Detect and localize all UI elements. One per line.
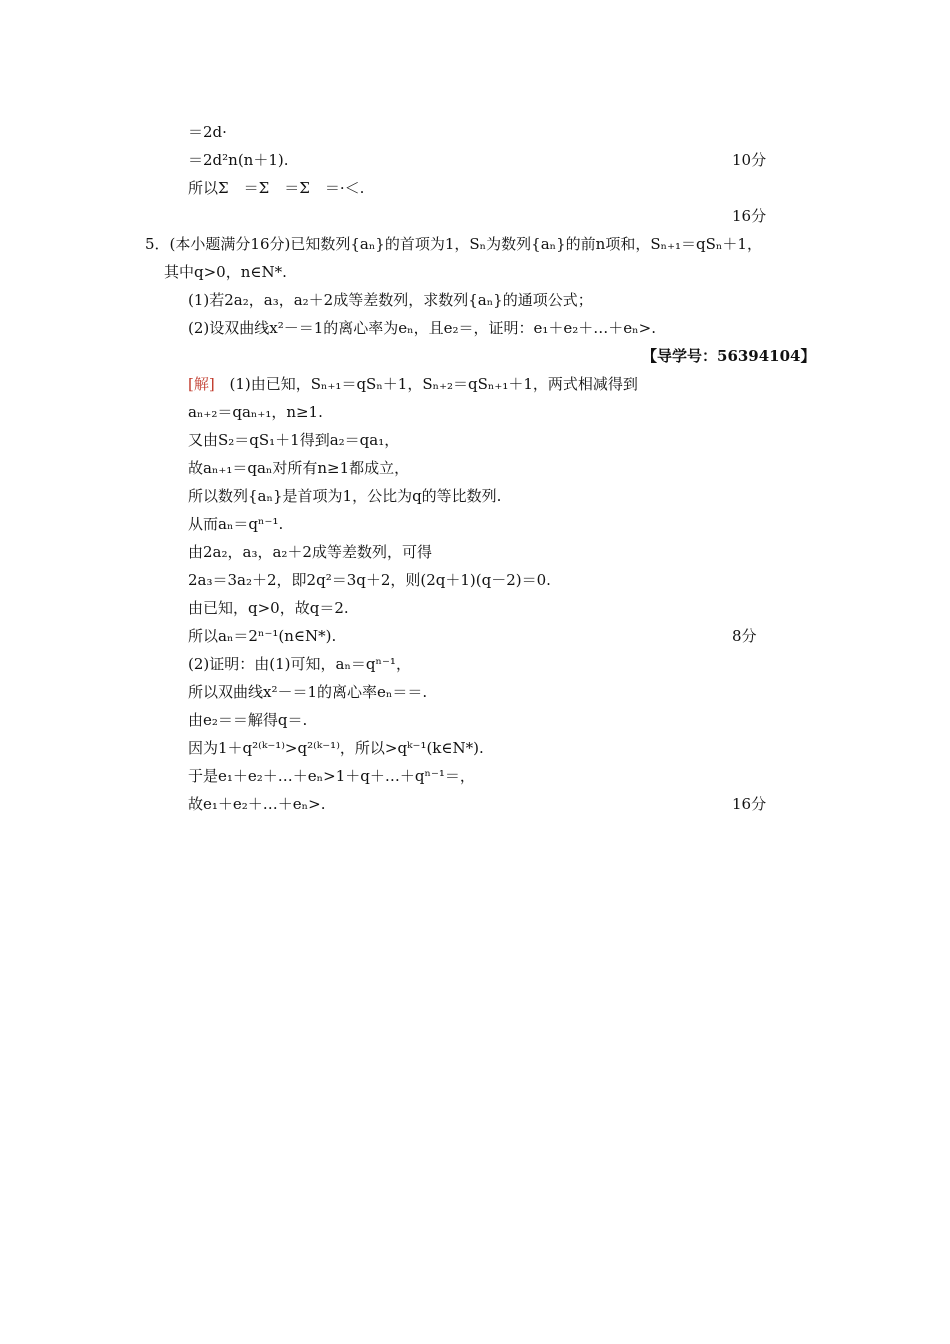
solution-line-3: 又由S₂＝qS₁＋1得到a₂＝qa₁， [188, 431, 400, 449]
solution-line-9: 由已知，q>0，故q＝2. [188, 599, 349, 617]
solution-line-8: 2a₃＝3a₂＋2，即2q²＝3q＋2，则(2q＋1)(q－2)＝0. [188, 571, 551, 589]
solution-part2-score: 16分 [732, 795, 767, 813]
solution-line-12: 所以双曲线x²－＝1的离心率eₙ＝＝. [188, 683, 428, 701]
solution-line-14: 因为1＋q²⁽ᵏ⁻¹⁾>q²⁽ᵏ⁻¹⁾，所以>qᵏ⁻¹(k∈N*). [188, 739, 484, 757]
problem5-part1: (1)若2a₂，a₃，a₂＋2成等差数列，求数列{aₙ}的通项公式； [188, 291, 593, 309]
problem5-stem-line1: 5．(本小题满分16分)已知数列{aₙ}的首项为1，Sₙ为数列{aₙ}的前n项和，Sₙ₊₁＝qSₙ＋1， [145, 235, 762, 253]
solution-line-13: 由e₂＝＝解得q＝. [188, 711, 308, 729]
solution-tag: [解] [188, 375, 215, 393]
solution-line-5: 所以数列{aₙ}是首项为1，公比为q的等比数列. [188, 487, 502, 505]
problem5-stem-line2: 其中q>0，n∈N*. [164, 263, 287, 281]
solution-line-6: 从而aₙ＝qⁿ⁻¹. [188, 515, 284, 533]
solution-line-10: 所以aₙ＝2ⁿ⁻¹(n∈N*). [188, 627, 337, 645]
prev-line-2-score: 10分 [732, 151, 767, 169]
prev-final-score: 16分 [732, 207, 767, 225]
prev-line-3: 所以Σ ＝Σ ＝Σ ＝·＜. [188, 179, 365, 197]
guide-number: 【导学号：56394104】 [642, 347, 816, 365]
prev-line-1: ＝2d· [188, 123, 227, 141]
solution-line-1-text: (1)由已知，Sₙ₊₁＝qSₙ＋1，Sₙ₊₂＝qSₙ₊₁＋1，两式相减得到 [229, 375, 638, 393]
prev-line-2: ＝2d²n(n＋1). [188, 151, 289, 169]
solution-line-11: (2)证明：由(1)可知，aₙ＝qⁿ⁻¹， [188, 655, 411, 673]
solution-line-4: 故aₙ₊₁＝qaₙ对所有n≥1都成立， [188, 459, 410, 477]
problem5-part2: (2)设双曲线x²－＝1的离心率为eₙ，且e₂＝，证明：e₁＋e₂＋…＋eₙ>. [188, 319, 657, 337]
solution-line-15: 于是e₁＋e₂＋…＋eₙ>1＋q＋…＋qⁿ⁻¹＝， [188, 767, 475, 785]
solution-line-1 [188, 374, 638, 394]
solution-line-2: aₙ₊₂＝qaₙ₊₁，n≥1. [188, 403, 323, 421]
solution-line-16: 故e₁＋e₂＋…＋eₙ>. [188, 795, 326, 813]
solution-part1-score: 8分 [732, 627, 757, 645]
solution-line-7: 由2a₂，a₃，a₂＋2成等差数列，可得 [188, 543, 432, 561]
